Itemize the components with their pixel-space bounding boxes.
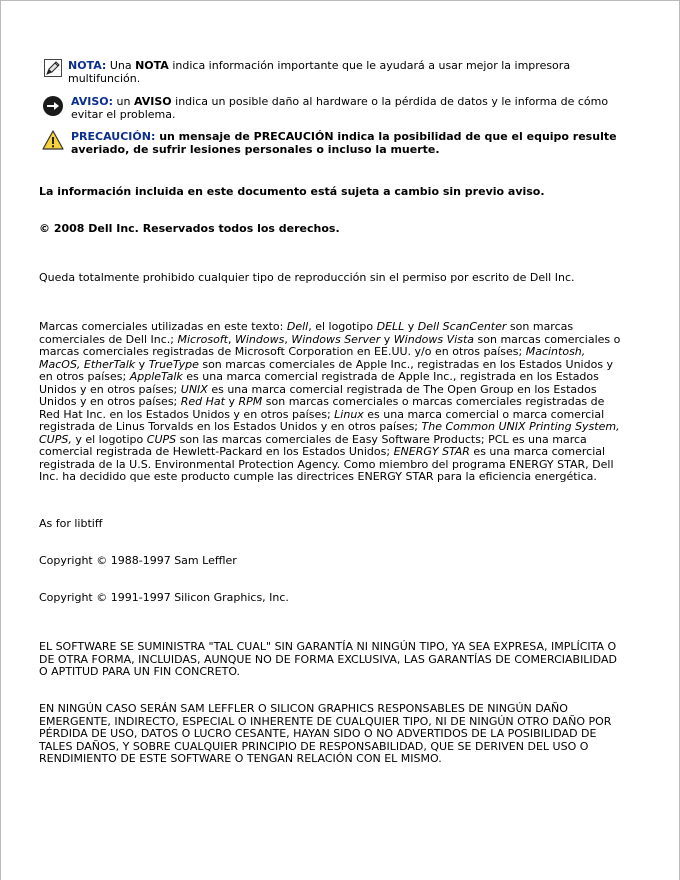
notice-aviso: [42, 96, 622, 121]
sgi-copyright: Copyright © 1991-1997 Silicon Graphics, Inc.: [39, 591, 289, 604]
libtiff-heading: As for libtiff: [39, 517, 103, 530]
pencil-note-icon: [44, 59, 62, 77]
warning-triangle-icon: [42, 130, 64, 150]
caution-notice: [42, 131, 622, 156]
change-notice: La información incluida en este documento está sujeta a cambio sin previo aviso.: [39, 185, 545, 198]
page-border-top: [0, 0, 680, 1]
note-label: NOTA:: [68, 59, 107, 72]
liability-disclaimer: EN NINGÚN CASO SERÁN SAM LEFFLER O SILICON GRAPHICS RESPONSABLES DE NINGÚN DAÑO EMERGENTE, INDIRECTO, ESPECIAL O INHERENTE DE CUALQUIER TIPO, NI DE NINGÚN OTRO DAÑO POR PÉRDIDA DE USO, DATOS O LUCRO CESANTE, HAYAN SIDO O NO ADVERTIDOS DE LA POSIBILIDAD DE TALES DAÑOS, Y SOBRE CUALQUIER PRINCIPIO DE RESPONSABILIDAD, QUE SE DERIVEN DEL USO O RENDIMIENTO DE ESTE SOFTWARE O TENGAN RELACIÓN CON EL MISMO.: [39, 702, 612, 765]
leffler-copyright: Copyright © 1988-1997 Sam Leffler: [39, 554, 237, 567]
caution-text: PRECAUCIÓN: un mensaje de PRECAUCIÓN indica la posibilidad de que el equipo resulte averiado, de sufrir lesiones personales o incluso la muerte.: [71, 130, 617, 156]
note-notice: [42, 60, 622, 85]
note-keyword: NOTA: [135, 59, 169, 72]
warranty-disclaimer: EL SOFTWARE SE SUMINISTRA "TAL CUAL" SIN GARANTÍA NI NINGÚN TIPO, YA SEA EXPRESA, IMPLÍCITA O DE OTRA FORMA, INCLUIDAS, AUNQUE NO DE FORMA EXCLUSIVA, LAS GARANTÍAS DE COMERCIABILIDAD O APTITUD PARA UN FIN CONCRETO.: [39, 640, 617, 678]
reproduction-statement: Queda totalmente prohibido cualquier tipo de reproducción sin el permiso por escrito de Dell Inc.: [39, 271, 575, 284]
hand-notice-icon: [42, 95, 64, 117]
aviso-text: AVISO: un AVISO indica un posible daño al hardware o la pérdida de datos y le informa de cómo evitar el problema.: [71, 95, 609, 121]
aviso-label: AVISO:: [71, 95, 114, 108]
note-text: NOTA: Una NOTA indica información importante que le ayudará a usar mejor la impresora multifunción.: [68, 59, 571, 85]
trademarks-paragraph: Marcas comerciales utilizadas en este texto: Dell, el logotipo DELL y Dell ScanCenter son marcas comerciales de Dell Inc.; Microsoft, Windows, Windows Server y Windows Vista son marcas comerciales o marcas comerciales registradas de Microsoft Corporation en EE.UU. y/o en otros países; Macintosh, MacOS, EtherTalk y TrueType son marcas comerciales de Apple Inc., registradas en los Estados Unidos y en otros países; AppleTalk es una marca comercial registrada de Apple Inc., registrada en los Estados Unidos y en otros países; UNIX es una marca comercial registrada de The Open Group en los Estados Unidos y en otros países; Red Hat y RPM son marcas comerciales o marcas comerciales registradas de Red Hat Inc. en los Estados Unidos y en otros países; Linux es una marca comercial o marca comercial registrada de Linus Torvalds en los Estados Unidos y en otros países; The Common UNIX Printing System, CUPS, y el logotipo CUPS son las marcas comerciales de Easy Software Products; PCL es una marca comercial registrada de Hewlett-Packard en los Estados Unidos; ENERGY STAR es una marca comercial registrada de la U.S. Environmental Protection Agency. Como miembro del programa ENERGY STAR, Dell Inc. ha decidido que este producto cumple las directrices ENERGY STAR para la eficiencia energética.: [39, 320, 621, 483]
caution-label: PRECAUCIÓN:: [71, 130, 156, 143]
page-border-left: [0, 0, 1, 880]
aviso-keyword: AVISO: [133, 95, 172, 108]
dell-copyright: © 2008 Dell Inc. Reservados todos los derechos.: [39, 222, 340, 235]
